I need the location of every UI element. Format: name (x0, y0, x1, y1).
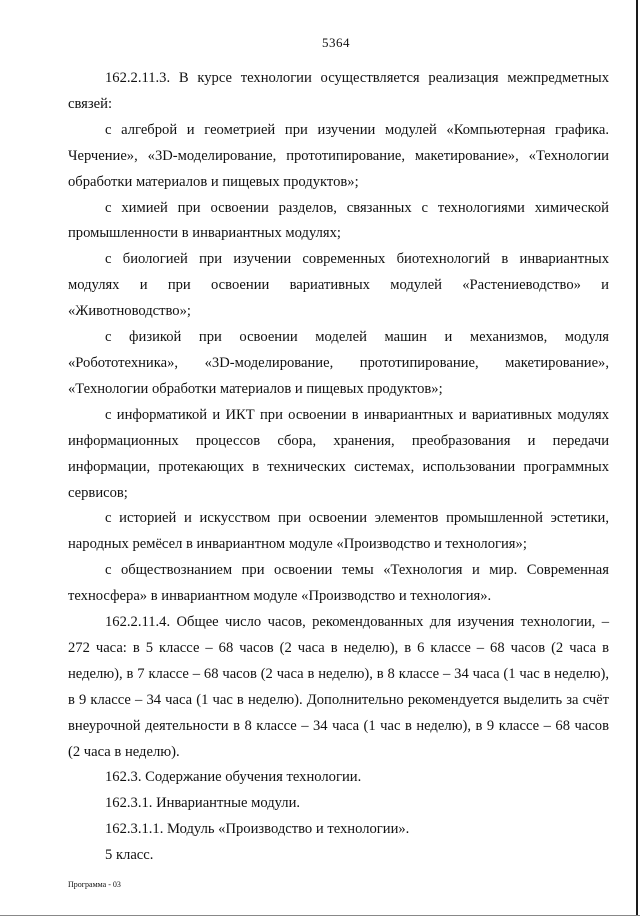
paragraph-algebra-geometry: с алгеброй и геометрией при изучении модулей «Компьютерная графика. Черчение», «3D-моделирование, прототипирование, макетирование», «Технологии обработки материалов и пищевых продуктов»; (68, 121, 609, 190)
paragraph-grade-5: 5 класс. (105, 847, 154, 864)
paragraph-social-studies: с обществознанием при освоении темы «Технология и мир. Современная техносфера» в инвариантном модуле «Производство и технология». (68, 562, 609, 605)
paragraph-invariant-modules: 162.3.1. Инвариантные модули. (105, 795, 301, 812)
paragraph-chemistry: с химией при освоении разделов, связанных с технологиями химической промышленности в инвариантных модулях; (68, 199, 609, 242)
page-number: 5364 (322, 35, 350, 50)
body-text (68, 66, 609, 869)
paragraph-biology: с биологией при изучении современных биотехнологий в инвариантных модулях и при освоении вариативных модулей «Растениеводство» и «Животноводство»; (68, 251, 609, 320)
paragraph-history-art: с историей и искусством при освоении элементов промышленной эстетики, народных ремёсел в инвариантном модуле «Производство и технология»; (68, 510, 609, 553)
scan-edge-right (636, 0, 638, 916)
paragraph-intersubject-intro: 162.2.11.3. В курсе технологии осуществляется реализация межпредметных связей: (68, 70, 609, 112)
paragraph-content-heading: 162.3. Содержание обучения технологии. (105, 769, 362, 786)
paragraph-hours: 162.2.11.4. Общее число часов, рекомендованных для изучения технологии, – 272 часа: в 5 классе – 68 часов (2 часа в неделю), в 6 классе – 68 часов (2 часа в неделю), в 7 классе – 68 часов (2 часа в неделю), в 8 классе – 34 часа (1 час в неделю), в 9 классе – 34 часа (1 час в неделю). Дополнительно рекомендуется выделить за счёт внеурочной деятельности в 8 классе – 34 часа (1 час в неделю), в 9 классе – 68 часов (2 часа в неделю). (68, 614, 609, 760)
paragraph-physics: с физикой при освоении моделей машин и механизмов, модуля «Робототехника», «3D-моделирование, прототипирование, макетирование», «Технологии обработки материалов и пищевых продуктов»; (68, 329, 609, 397)
footer-label: Программа - 03 (68, 880, 121, 889)
paragraph-informatics: с информатикой и ИКТ при освоении в инвариантных и вариативных модулях информационных процессов сбора, хранения, преобразования и передачи информации, протекающих в технических системах, использовании программных сервисов; (68, 406, 609, 501)
paragraph-module-production: 162.3.1.1. Модуль «Производство и технологии». (105, 821, 410, 838)
